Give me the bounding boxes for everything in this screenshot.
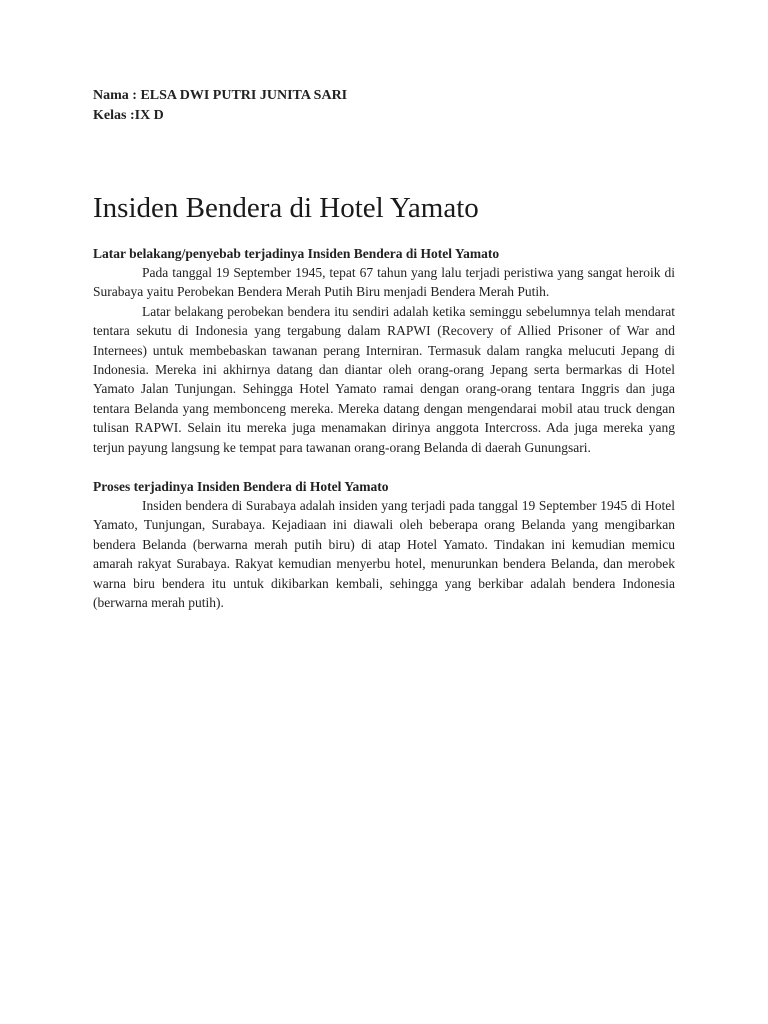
student-class-line xyxy=(93,106,675,126)
document-title: Insiden Bendera di Hotel Yamato xyxy=(93,192,479,224)
section-heading: Proses terjadinya Insiden Bendera di Hotel Yamato xyxy=(93,479,389,495)
paragraph: Latar belakang perobekan bendera itu sendiri adalah ketika seminggu sebelumnya telah mendarat tentara sekutu di Indonesia yang tergabung dalam RAPWI (Recovery of Allied Prisoner of War and Internees) untuk membebaskan tawanan perang Interniran. Termasuk dalam rangka melucuti Jepang di Indonesia. Mereka ini akhirnya datang dan diantar oleh orang-orang Jepang serta bermarkas di Hotel Yamato Jalan Tunjungan. Sehingga Hotel Yamato ramai dengan orang-orang tentara Inggris dan juga tentara Belanda yang membonceng mereka. Mereka datang dengan mengendarai mobil atau truck dengan tulisan RAPWI. Selain itu mereka juga menamakan dirinya anggota Intercross. Ada juga mereka yang terjun payung langsung ke tempat para tawanan orang-orang Belanda di daerah Gunungsari. xyxy=(93,303,675,455)
section-heading: Latar belakang/penyebab terjadinya Insiden Bendera di Hotel Yamato xyxy=(93,246,500,261)
section-background xyxy=(93,244,675,457)
document-page xyxy=(93,86,675,613)
section-process xyxy=(93,477,675,612)
paragraph: Insiden bendera di Surabaya adalah insiden yang terjadi pada tanggal 19 September 1945 di Hotel Yamato, Tunjungan, Surabaya. Kejadiaan ini diawali oleh beberapa orang Belanda yang mengibarkan bendera Belanda (berwarna merah putih biru) di atap Hotel Yamato. Tindakan ini kemudian memicu amarah rakyat Surabaya. Rakyat kemudian menyerbu hotel, menurunkan bendera Belanda, dan merobek warna biru bendera itu untuk dikibarkan kembali, sehingga yang berkibar adalah bendera Indonesia (berwarna merah putih). xyxy=(93,498,675,611)
class-value: :IX D xyxy=(129,108,164,123)
paragraph: Pada tanggal 19 September 1945, tepat 67 tahun yang lalu terjadi peristiwa yang sangat heroik di Surabaya yaitu Perobekan Bendera Merah Putih Biru menjadi Bendera Merah Putih. xyxy=(93,265,675,300)
name-label: Nama xyxy=(93,88,129,103)
name-value: : ELSA DWI PUTRI JUNITA SARI xyxy=(132,88,348,103)
class-label: Kelas xyxy=(93,108,127,123)
student-name-line xyxy=(93,86,675,106)
